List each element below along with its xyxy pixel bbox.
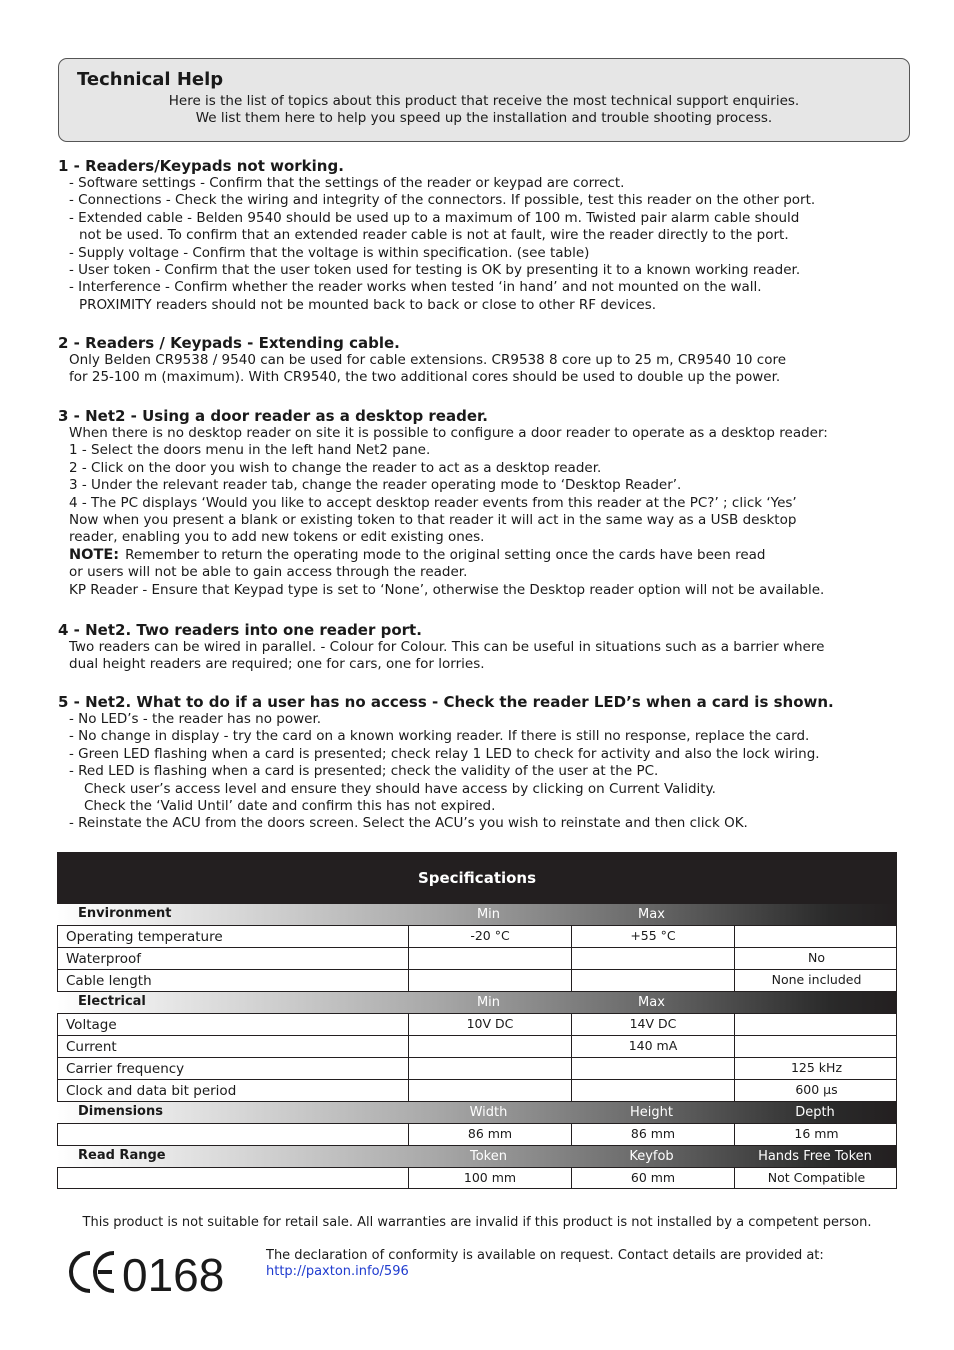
help-intro-line: We list them here to help you speed up the installation and trouble shooting process. <box>195 110 773 126</box>
spec-group-header-read-range <box>57 1145 897 1167</box>
spec-row <box>57 947 897 969</box>
section-line: Check user’s access level and ensure they should have access by clicking on Current Validity. <box>84 780 716 797</box>
section-line: - Software settings - Confirm that the settings of the reader or keypad are correct. <box>69 175 625 191</box>
spec-value <box>734 1014 898 1035</box>
spec-value <box>571 1080 734 1101</box>
spec-value: -20 °C <box>408 926 571 947</box>
spec-value <box>571 1058 734 1079</box>
section-line: - User token - Confirm that the user token used for testing is OK by presenting it to a known working reader. <box>69 262 801 279</box>
spec-row <box>57 1167 897 1189</box>
section-title: 5 - Net2. What to do if a user has no access - Check the reader LED’s when a card is shown. <box>58 693 834 711</box>
section-line: for 25-100 m (maximum). With CR9540, the two additional cores should be used to double up the power. <box>69 369 781 386</box>
spec-value: 140 mA <box>571 1036 734 1057</box>
section-line: or users will not be able to gain access through the reader. <box>69 564 468 581</box>
section-line: 1 - Select the doors menu in the left hand Net2 pane. <box>69 442 431 459</box>
ce-number: 0168 <box>122 1249 225 1296</box>
declaration-text: The declaration of conformity is available on request. Contact details are provided at: <box>266 1248 824 1263</box>
section-title: 4 - Net2. Two readers into one reader port. <box>58 621 422 639</box>
column-header: Width <box>469 1105 508 1120</box>
section-line: - Interference - Confirm whether the reader works when tested ‘in hand’ and not mounted on the wall. <box>69 279 762 296</box>
spec-group-header-dimensions <box>57 1101 897 1123</box>
spec-value: +55 °C <box>571 926 734 947</box>
specifications-title: Specifications <box>57 852 897 903</box>
section-line: not be used. To confirm that an extended reader cable is not at fault, wire the reader directly to the port. <box>79 227 789 244</box>
section-line: dual height readers are required; one for cars, one for lorries. <box>69 656 485 673</box>
section-line: Check the ‘Valid Until’ date and confirm this has not expired. <box>84 798 496 815</box>
spec-row <box>57 969 897 991</box>
retail-warning: This product is not suitable for retail sale. All warranties are invalid if this product is not installed by a competent person. <box>82 1215 872 1230</box>
spec-label: Voltage <box>66 1017 117 1033</box>
spec-label: Operating temperature <box>66 929 223 945</box>
spec-row <box>57 1123 897 1145</box>
spec-row <box>57 1035 897 1057</box>
group-label: Dimensions <box>78 1104 163 1119</box>
technical-help-box <box>58 58 910 142</box>
section-line: - Supply voltage - Confirm that the voltage is within specification. (see table) <box>69 244 590 261</box>
specifications-table <box>57 852 897 1189</box>
section-title: 1 - Readers/Keypads not working. <box>58 157 344 175</box>
column-header: Height <box>630 1105 673 1120</box>
spec-value: 86 mm <box>571 1124 734 1145</box>
help-title: Technical Help <box>77 69 224 90</box>
spec-value: Not Compatible <box>734 1168 898 1188</box>
spec-value: 600 µs <box>734 1080 898 1101</box>
spec-row <box>57 1057 897 1079</box>
declaration-of-conformity <box>266 1248 824 1280</box>
spec-value: 10V DC <box>408 1014 571 1035</box>
help-intro <box>59 93 909 127</box>
ce-mark-logo <box>68 1248 238 1300</box>
spec-group-header-electrical <box>57 991 897 1013</box>
column-header: Max <box>638 907 665 922</box>
spec-value: 125 kHz <box>734 1058 898 1079</box>
section-line: Now when you present a blank or existing token to that reader it will act in the same way as a USB desktop <box>69 512 797 529</box>
note-label: NOTE: <box>69 546 120 563</box>
section-line: 2 - Click on the door you wish to change the reader to act as a desktop reader. <box>69 459 602 476</box>
spec-value <box>571 948 734 969</box>
spec-value: 100 mm <box>408 1168 571 1188</box>
section-two-readers-one-port <box>58 621 918 674</box>
spec-label: Carrier frequency <box>66 1061 185 1077</box>
spec-value: 14V DC <box>571 1014 734 1035</box>
spec-value <box>571 970 734 991</box>
column-header: Depth <box>795 1105 835 1120</box>
spec-value: None included <box>734 970 898 991</box>
spec-label: Current <box>66 1039 117 1055</box>
spec-row <box>57 925 897 947</box>
section-user-no-access <box>58 693 918 833</box>
spec-row <box>57 1013 897 1035</box>
section-title: 3 - Net2 - Using a door reader as a desktop reader. <box>58 407 488 425</box>
section-line: KP Reader - Ensure that Keypad type is set to ‘None’, otherwise the Desktop reader option will not be available. <box>69 581 825 598</box>
spec-group-header-environment <box>57 903 897 925</box>
group-label: Environment <box>78 906 172 921</box>
spec-value <box>734 926 898 947</box>
paxton-link[interactable]: http://paxton.info/596 <box>266 1264 409 1279</box>
section-extending-cable <box>58 334 918 387</box>
section-line: - Green LED flashing when a card is presented; check relay 1 LED to check for activity and also the lock wiring. <box>69 745 820 762</box>
note-line <box>58 547 918 564</box>
section-line: Two readers can be wired in parallel. - Colour for Colour. This can be useful in situations such as a barrier where <box>69 639 825 655</box>
section-readers-keypads-not-working <box>58 157 918 314</box>
spec-value: 16 mm <box>734 1124 898 1145</box>
help-intro-line: Here is the list of topics about this product that receive the most technical support enquiries. <box>168 93 800 109</box>
note-text: Remember to return the operating mode to the original setting once the cards have been read <box>125 546 766 563</box>
section-line: 4 - The PC displays ‘Would you like to accept desktop reader events from this reader at the PC?’ ; click ‘Yes’ <box>69 494 797 511</box>
section-line: 3 - Under the relevant reader tab, change the reader operating mode to ‘Desktop Reader’. <box>69 477 682 494</box>
section-line: reader, enabling you to add new tokens or edit existing ones. <box>69 529 485 546</box>
column-header: Min <box>476 995 501 1010</box>
column-header: Max <box>638 995 665 1010</box>
spec-row <box>57 1079 897 1101</box>
section-line: When there is no desktop reader on site it is possible to configure a door reader to operate as a desktop reader: <box>69 425 828 441</box>
section-title: 2 - Readers / Keypads - Extending cable. <box>58 334 400 352</box>
column-header: Token <box>470 1149 507 1164</box>
spec-value <box>408 1080 571 1101</box>
section-line: - Reinstate the ACU from the doors screen. Select the ACU’s you wish to reinstate and then click OK. <box>69 815 748 832</box>
section-desktop-reader <box>58 407 918 599</box>
spec-value: No <box>734 948 898 969</box>
spec-label: Waterproof <box>66 951 142 967</box>
spec-value <box>408 1058 571 1079</box>
column-header: Min <box>476 907 501 922</box>
section-line: - Connections - Check the wiring and integrity of the connectors. If possible, test this reader on the other port. <box>69 192 816 209</box>
spec-value <box>408 948 571 969</box>
section-line: - Extended cable - Belden 9540 should be used up to a maximum of 100 m. Twisted pair alarm cable should <box>69 209 800 226</box>
spec-label: Clock and data bit period <box>66 1083 237 1099</box>
section-line: - Red LED is flashing when a card is presented; check the validity of the user at the PC. <box>69 763 659 780</box>
column-header: Hands Free Token <box>758 1149 872 1164</box>
spec-value <box>408 1036 571 1057</box>
section-line: - No change in display - try the card on a known working reader. If there is still no response, replace the card. <box>69 728 810 745</box>
spec-label: Cable length <box>66 973 152 989</box>
spec-value <box>408 970 571 991</box>
group-label: Electrical <box>78 994 146 1009</box>
spec-value: 86 mm <box>408 1124 571 1145</box>
section-line: - No LED’s - the reader has no power. <box>69 711 322 727</box>
section-line: PROXIMITY readers should not be mounted back to back or close to other RF devices. <box>79 296 657 313</box>
spec-value <box>734 1036 898 1057</box>
group-label: Read Range <box>78 1148 166 1163</box>
ce-mark-icon <box>68 1248 238 1296</box>
spec-value: 60 mm <box>571 1168 734 1188</box>
section-line: Only Belden CR9538 / 9540 can be used for cable extensions. CR9538 8 core up to 25 m, CR9540 10 core <box>69 352 787 368</box>
column-header: Keyfob <box>629 1149 674 1164</box>
